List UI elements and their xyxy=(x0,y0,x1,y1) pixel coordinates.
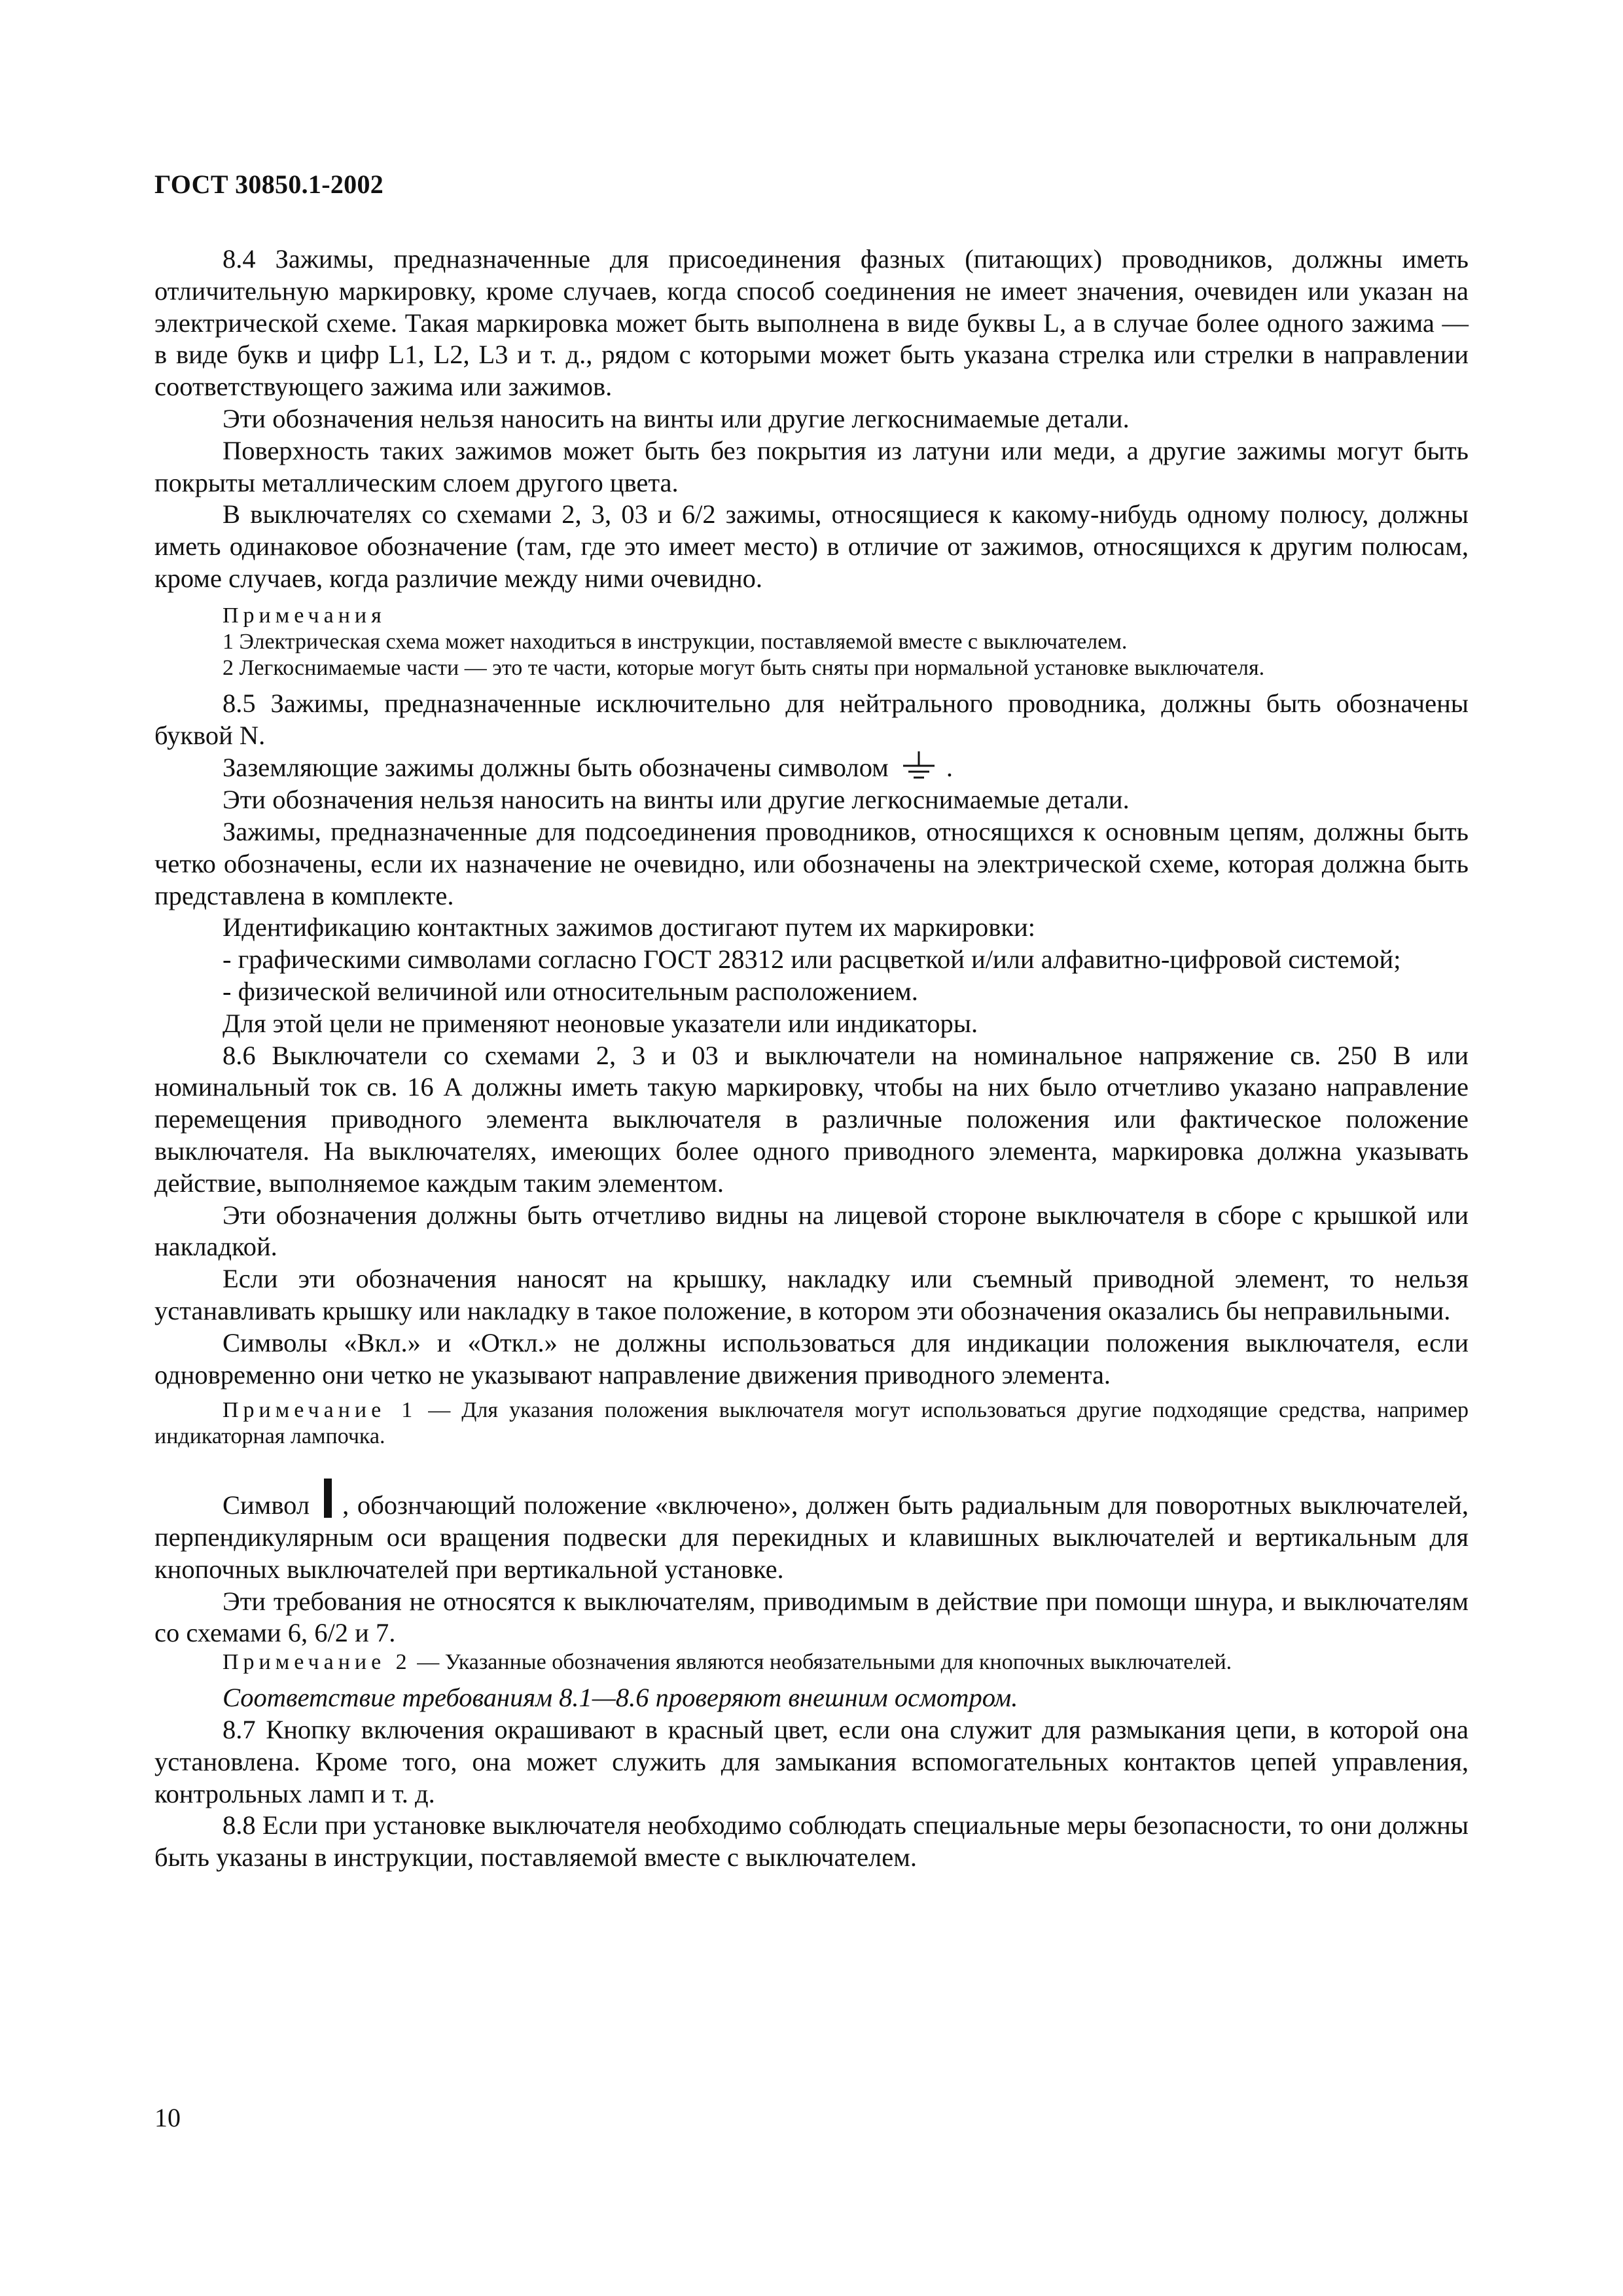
clause-8-6-para-3: Если эти обозначения наносят на крышку, накладку или съемный приводной элемент, то нельзя устанавливать крышку или накладку в такое положение, в котором эти обозначения оказались бы неправильными. xyxy=(154,1264,1469,1325)
clause-8-6-para-6: Эти требования не относятся к выключателям, приводимым в действие при помощи шнура, и выключателям со схемами 6, 6/2 и 7. xyxy=(154,1586,1469,1648)
note-2: 2 Легкоснимаемые части — это те части, которые могут быть сняты при нормальной установке выключателя. xyxy=(223,655,1265,680)
clause-8-5-para-3: Эти обозначения нельзя наносить на винты или другие легкоснимаемые детали. xyxy=(223,785,1130,815)
note-position-head: Примечание 1 xyxy=(223,1398,418,1423)
clause-8-4: 8.4 Зажимы, предназначенные для присоединения фазных (питающих) проводников, должны иметь отличительную маркировку, кроме случаев, когда способ соединения не имеет значения, очевиден или указан на электрической схеме. Такая маркировка может быть выполнена в виде буквы L, а в случае более одного зажима — в виде букв и цифр L1, L2, L3 и т. д., рядом с которыми может быть указана стрелка или стрелки в направлении соответствующего зажима или зажимов. xyxy=(154,244,1469,402)
clause-8-4-para-4: В выключателях со схемами 2, 3, 03 и 6/2 зажимы, относящиеся к какому-нибудь одному полюсу, должны иметь одинаковое обозначение (там, где это имеет место) в отличие от зажимов, относящихся к другим полюсам, кроме случаев, когда различие между ними очевидно. xyxy=(154,499,1469,593)
earth-ground-icon xyxy=(901,751,937,780)
page-number: 10 xyxy=(154,2103,181,2132)
note-position-text: — Для указания положения выключателя могут использоваться другие подходящие средства, например индикаторная лампочка. xyxy=(154,1398,1469,1449)
clause-8-5-list-item-1: - графическими символами согласно ГОСТ 28312 или расцветкой и/или алфавитно-цифровой системой; xyxy=(223,944,1401,975)
document-body xyxy=(154,243,1469,1874)
symbol-rest: , обознчающий положение «включено», должен быть радиальным для поворотных выключателей, перпендикулярным оси вращения подвески для перекидных и клавишных выключателей и вертикальным для кнопочных выключателей при вертикальной установке. xyxy=(154,1490,1469,1584)
clause-8-5-para-5: Идентификацию контактных зажимов достигают путем их маркировки: xyxy=(223,912,1036,942)
clause-8-4-para-2: Эти обозначения нельзя наносить на винты или другие легкоснимаемые детали. xyxy=(223,403,1130,433)
clause-8-5: 8.5 Зажимы, предназначенные исключительно для нейтрального проводника, должны быть обозначены буквой N. xyxy=(154,688,1469,750)
note-position xyxy=(154,1397,1469,1450)
clause-8-6-para-2: Эти обозначения должны быть отчетливо видны на лицевой стороне выключателя в сборе с крышкой или накладкой. xyxy=(154,1200,1469,1262)
clause-8-8: 8.8 Если при установке выключателя необходимо соблюдать специальные меры безопасности, то они должны быть указаны в инструкции, поставляемой вместе с выключателем. xyxy=(154,1810,1469,1873)
note-buttons xyxy=(154,1649,1469,1676)
note-buttons-head: Примечание 2 xyxy=(223,1650,412,1675)
clause-8-7: 8.7 Кнопку включения окрашивают в красный цвет, если она служит для размыкания цепи, в которой она установлена. Кроме того, она может служить для замыкания вспомогательных контактов цепей управления, контрольных ламп и т. д. xyxy=(154,1715,1469,1808)
on-position-bar-icon xyxy=(324,1479,332,1518)
compliance-statement: Соответствие требованиям 8.1—8.6 проверяют внешним осмотром. xyxy=(223,1683,1018,1713)
clause-8-6: 8.6 Выключатели со схемами 2, 3 и 03 и выключатели на номинальное напряжение св. 250 В или номинальный ток св. 16 А должны иметь такую маркировку, чтобы на них было отчетливо указано направление перемещения приводного элемента выключателя в различные положения или фактическое положение выключателя. На выключателях, имеющих более одного приводного элемента, маркировка должна указывать действие, выполняемое каждым таким элементом. xyxy=(154,1040,1469,1198)
ground-text: Заземляющие зажимы должны быть обозначены символом xyxy=(223,753,889,783)
clause-8-5-para-4: Зажимы, предназначенные для подсоединения проводников, относящихся к основным цепям, должны быть четко обозначены, если их назначение не очевидно, или обозначены на электрической схеме, которая должна быть представлена в комплекте. xyxy=(154,816,1469,910)
clause-8-6-para-4: Символы «Вкл.» и «Откл.» не должны использоваться для индикации положения выключателя, если одновременно они четко не указывают направление движения приводного элемента. xyxy=(154,1327,1469,1390)
note-buttons-text: — Указанные обозначения являются необязательными для кнопочных выключателей. xyxy=(411,1650,1232,1675)
symbol-start: Символ xyxy=(223,1490,310,1520)
notes-title: Примечания xyxy=(223,603,386,628)
ground-end: . xyxy=(946,753,953,783)
clause-8-5-list-item-2: - физической величиной или относительным расположением. xyxy=(223,976,918,1006)
note-1: 1 Электрическая схема может находиться в инструкции, поставляемой вместе с выключателем. xyxy=(223,629,1128,654)
document-header: ГОСТ 30850.1-2002 xyxy=(154,170,384,199)
clause-8-5-para-6: Для этой цели не применяют неоновые указатели или индикаторы. xyxy=(223,1008,978,1038)
clause-8-6-symbol xyxy=(154,1479,1469,1585)
clause-8-4-para-3: Поверхность таких зажимов может быть без покрытия из латуни или меди, а другие зажимы могут быть покрыты металлическим слоем другого цвета. xyxy=(154,435,1469,497)
clause-8-5-ground-line xyxy=(154,751,1469,784)
